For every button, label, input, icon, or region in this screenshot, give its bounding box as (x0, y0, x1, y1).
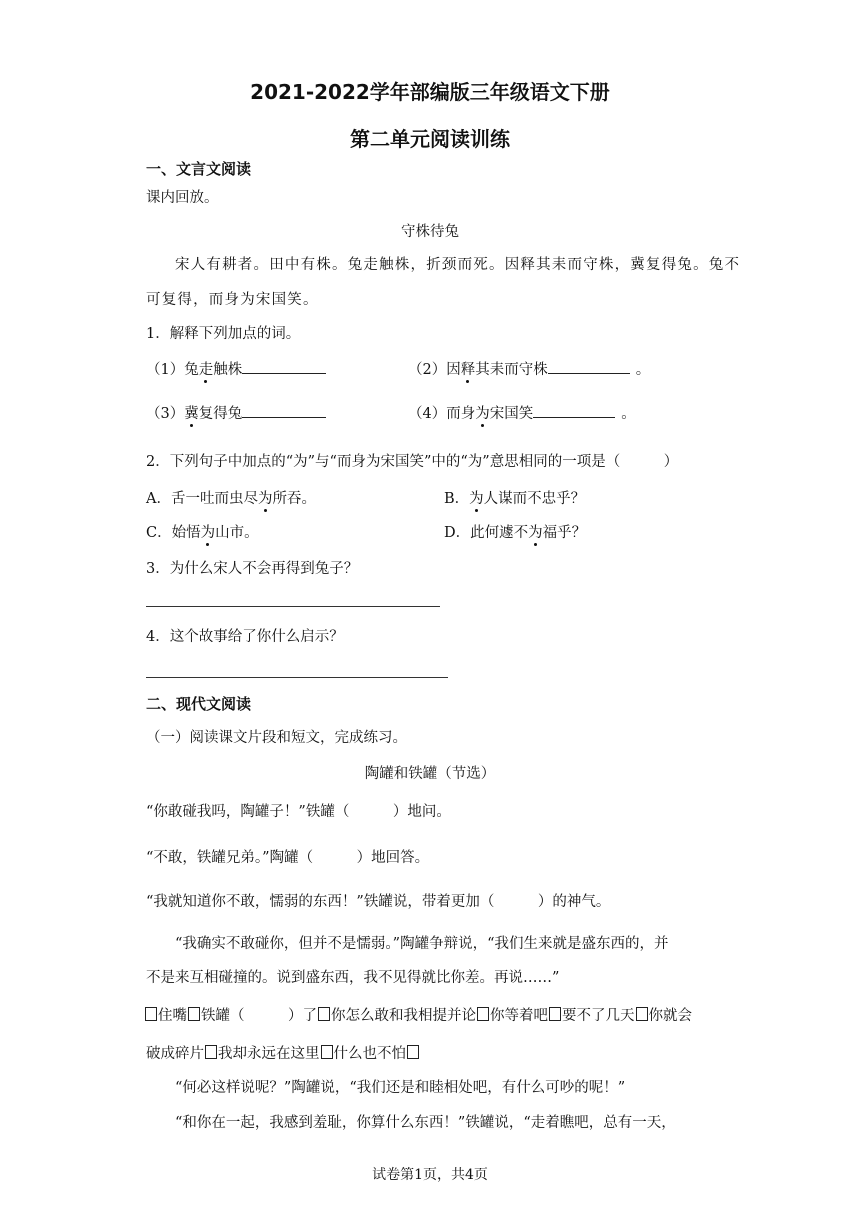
dotted-char: 为 (475, 406, 490, 422)
passage-1-line-2: 可复得，而身为宋国笑。 (146, 292, 319, 308)
section-1-heading: 一、文言文阅读 (146, 160, 252, 178)
question-1-item-1: （1）兔走触株 (146, 358, 326, 379)
question-2-option-c[interactable]: C．始悟为山市。 (146, 525, 259, 541)
passage-2-para-3: “我就知道你不敢，懦弱的东西！”铁罐说，带着更加（ ）的神气。 (146, 894, 611, 910)
passage-2-para-5-line-1: 住嘴 铁罐（ ）了 你怎么敢和我相提并论 你等着吧 要不了几天 你就会 (144, 1004, 692, 1025)
passage-2-para-1: “你敢碰我吗，陶罐子！”铁罐（ ）地问。 (146, 804, 451, 820)
dotted-char: 为 (257, 491, 273, 507)
punctuation-box[interactable] (318, 1007, 330, 1021)
passage-1-line-1: 宋人有耕者。田中有株。兔走触株，折颈而死。因释其耒而守株，冀复得兔。兔不 (175, 257, 741, 273)
punctuation-box[interactable] (205, 1045, 217, 1059)
section-2-heading: 二、现代文阅读 (146, 695, 252, 713)
dotted-char: 为 (200, 525, 216, 541)
answer-blank[interactable] (548, 358, 630, 374)
section-2-intro: （一）阅读课文片段和短文，完成练习。 (146, 730, 407, 746)
passage-2-title: 陶罐和铁罐（节选） (364, 766, 496, 782)
title-line-1: 2021-2022学年部编版三年级语文下册 (250, 80, 610, 104)
dotted-char: 冀 (184, 406, 199, 422)
punctuation-box[interactable] (145, 1007, 157, 1021)
passage-2-para-2: “不敢，铁罐兄弟。”陶罐（ ）地回答。 (146, 850, 430, 866)
question-2-option-a[interactable]: A．舌一吐而虫尽为所吞。 (146, 491, 316, 507)
dotted-char: 释 (460, 362, 476, 378)
punctuation-box[interactable] (477, 1007, 489, 1021)
title-line-2: 第二单元阅读训练 (350, 127, 510, 151)
section-1-intro: 课内回放。 (146, 190, 219, 206)
punctuation-box[interactable] (549, 1007, 561, 1021)
page-footer: 试卷第1页，共4页 (372, 1167, 488, 1183)
answer-blank[interactable] (242, 358, 326, 374)
question-4-answer-line[interactable] (146, 677, 448, 678)
answer-blank[interactable] (242, 402, 326, 418)
question-1-item-4: （4）而身为宋国笑 。 (408, 402, 636, 423)
answer-blank[interactable] (533, 402, 615, 418)
dotted-char: 走 (198, 362, 214, 378)
question-2-option-b[interactable]: B．为人谋而不忠乎？ (444, 491, 586, 507)
passage-2-para-4-line-1: “我确实不敢碰你，但并不是懦弱。”陶罐争辩说，“我们生来就是盛东西的，并 (175, 936, 669, 952)
dotted-char: 为 (469, 491, 484, 507)
question-1-prompt: 1．解释下列加点的词。 (146, 326, 301, 342)
question-1-item-3: （3）冀复得兔 (146, 402, 326, 423)
question-4-prompt: 4．这个故事给了你什么启示？ (146, 629, 344, 645)
punctuation-box[interactable] (321, 1045, 333, 1059)
question-1-item-2: （2）因释其耒而守株 。 (408, 358, 650, 379)
question-3-prompt: 3．为什么宋人不会再得到兔子？ (146, 561, 359, 577)
punctuation-box[interactable] (407, 1045, 419, 1059)
question-3-answer-line[interactable] (146, 606, 440, 607)
dotted-char: 为 (528, 525, 543, 541)
passage-2-para-4-line-2: 不是来互相碰撞的。说到盛东西，我不见得就比你差。再说……” (146, 970, 560, 986)
passage-2-para-7: “和你在一起，我感到羞耻，你算什么东西！”铁罐说，“走着瞧吧，总有一天， (175, 1115, 676, 1131)
punctuation-box[interactable] (636, 1007, 648, 1021)
question-2-option-d[interactable]: D．此何遽不为福乎？ (444, 525, 587, 541)
punctuation-box[interactable] (188, 1007, 200, 1021)
passage-2-para-5-line-2: 破成碎片 我却永远在这里 什么也不怕 (146, 1042, 420, 1063)
passage-2-para-6: “何必这样说呢？”陶罐说，“我们还是和睦相处吧，有什么可吵的呢！” (175, 1080, 626, 1096)
passage-1-title: 守株待兔 (401, 224, 459, 240)
question-2-prompt: 2．下列句子中加点的“为”与“而身为宋国笑”中的“为”意思相同的一项是（ ） (146, 454, 679, 470)
